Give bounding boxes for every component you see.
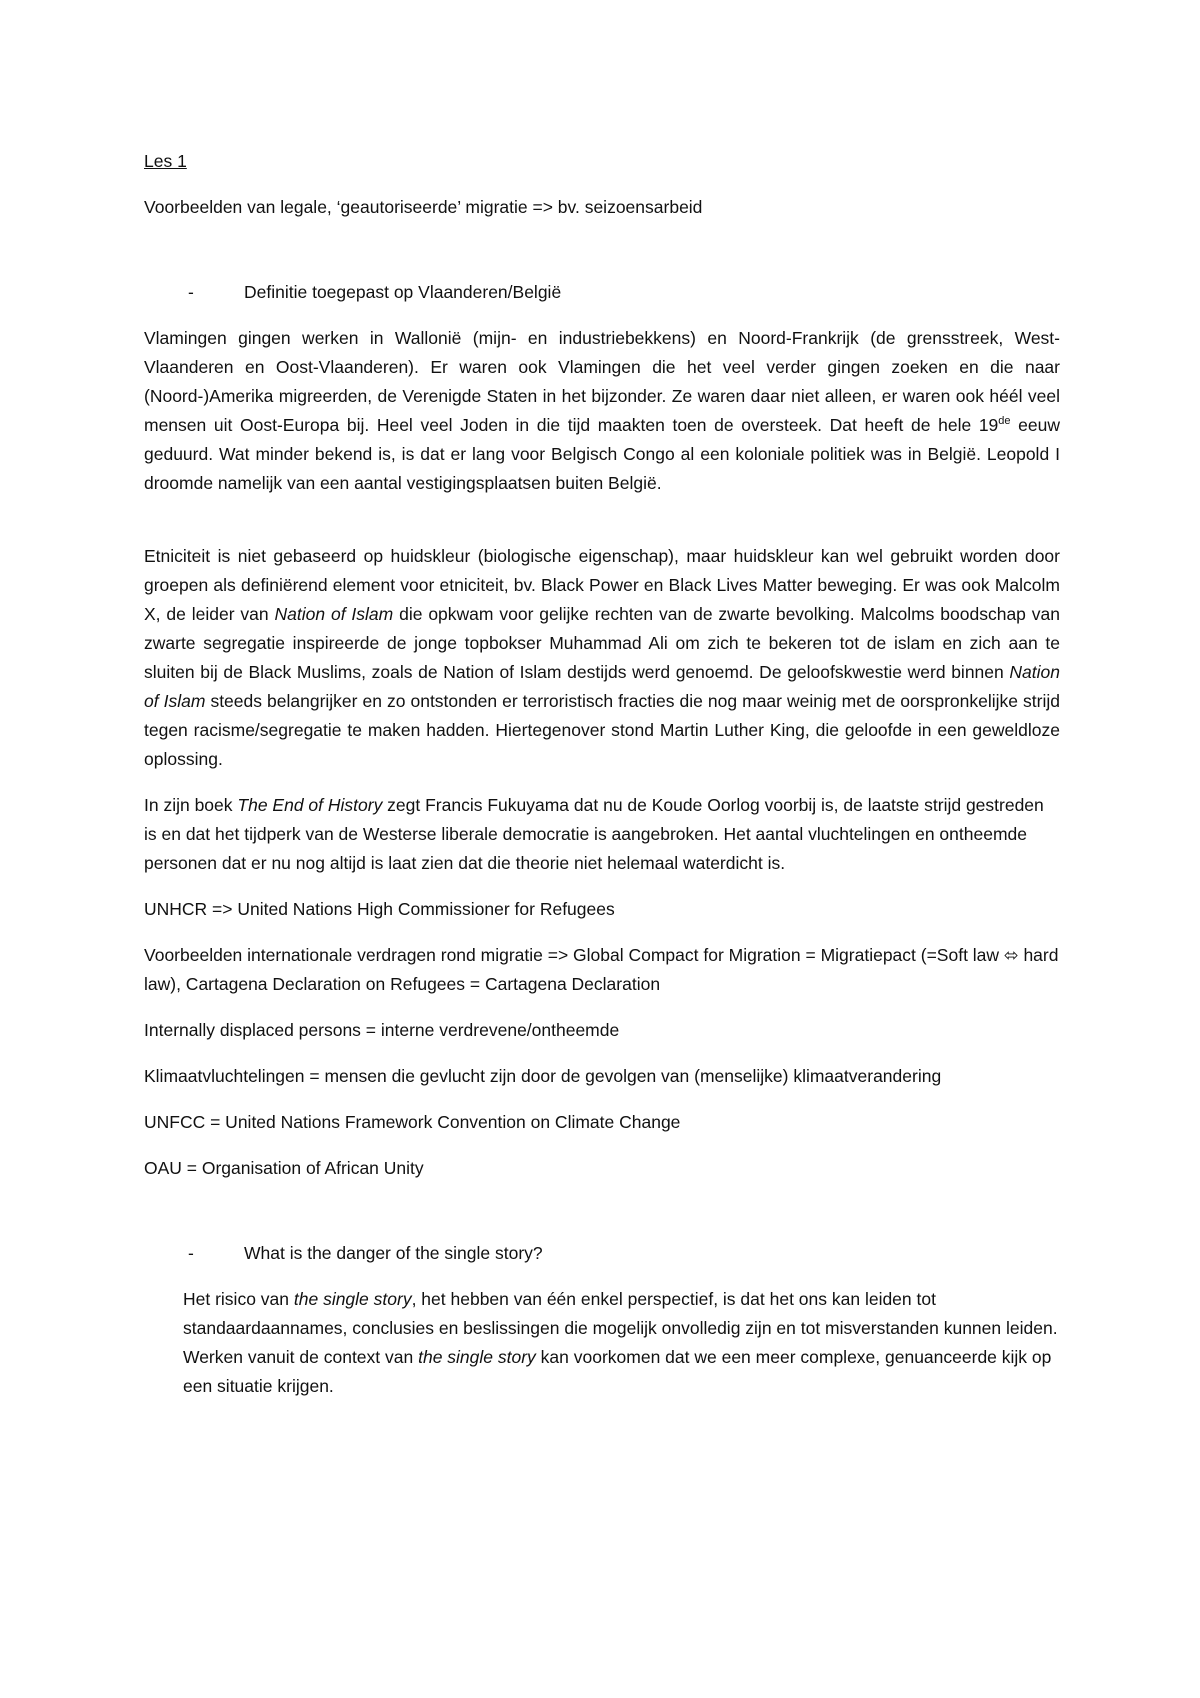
bullet-text: What is the danger of the single story?	[244, 1243, 543, 1263]
paragraph-text: zegt Francis Fukuyama dat nu de Koude Oorlog voorbij is, de laatste strijd gestreden is en dat het tijdperk van de Westerse liberale democratie is aangebroken. Het aantal vluchtelingen en ontheemde personen dat er nu nog altijd is laat zien dat die theorie niet helemaal waterdicht is.	[144, 795, 1044, 873]
intro-line: Voorbeelden van legale, ‘geautoriseerde’ migratie => bv. seizoensarbeid	[144, 197, 703, 217]
emphasis-text: the single story	[418, 1347, 536, 1367]
definition-verdragen: Voorbeelden internationale verdragen rond migratie => Global Compact for Migration = Migratiepact (=Soft law ⬄ hard law), Cartagena Declaration on Refugees = Cartagena Declaration	[144, 945, 1059, 994]
paragraph-text: kan voorkomen dat we een meer complexe, genuanceerde kijk op een situatie krijgen.	[183, 1347, 1052, 1396]
definition-idp: Internally displaced persons = interne verdrevene/ontheemde	[144, 1020, 620, 1040]
bullet-dash: -	[188, 282, 194, 302]
paragraph-text: , het hebben van één enkel perspectief, is dat het ons kan leiden tot standaardaannames, conclusies en beslissingen die mogelijk onvolledig zijn en tot misverstanden kunnen leiden. Werken vanuit de context van	[183, 1289, 1058, 1367]
paragraph-text: In zijn boek	[144, 795, 238, 815]
paragraph-text: Het risico van	[183, 1289, 294, 1309]
emphasis-text: Nation of Islam	[144, 662, 1060, 711]
definition-oau: OAU = Organisation of African Unity	[144, 1158, 424, 1178]
paragraph-vlamingen	[144, 324, 1060, 498]
definition-klimaat: Klimaatvluchtelingen = mensen die gevlucht zijn door de gevolgen van (menselijke) klimaatverandering	[144, 1066, 942, 1086]
paragraph-text: die opkwam voor gelijke rechten van de zwarte bevolking. Malcolms boodschap van zwarte segregatie inspireerde de jonge topbokser Muhammad Ali om zich te bekeren tot de islam en zich aan te sluiten bij de Black Muslims, zoals de Nation of Islam destijds werd genoemd. De geloofskwestie werd binnen	[144, 604, 1060, 682]
paragraph-single-story	[183, 1285, 1060, 1401]
paragraph-etniciteit	[144, 542, 1060, 774]
paragraph-text: steeds belangrijker en zo ontstonden er terroristisch fracties die nog maar weinig met de oorspronkelijke strijd tegen racisme/segregatie te maken hadden. Hiertegenover stond Martin Luther King, die geloofde in een geweldloze oplossing.	[144, 691, 1060, 769]
definition-unfcc: UNFCC = United Nations Framework Convention on Climate Change	[144, 1112, 681, 1132]
paragraph-text: Vlamingen gingen werken in Wallonië (mijn- en industriebekkens) en Noord-Frankrijk (de grensstreek, West-Vlaanderen en Oost-Vlaanderen). Er waren ook Vlamingen die het veel verder gingen zoeken en die naar (Noord-)Amerika migreerden, de Verenigde Staten in het bijzonder. Ze waren daar niet alleen, er waren ook héél veel mensen uit Oost-Europa bij. Heel veel Joden in die tijd maakten toen de oversteek. Dat heeft de hele 19	[144, 328, 1060, 435]
paragraph-fukuyama	[144, 791, 1060, 878]
bullet-dash: -	[188, 1243, 194, 1263]
superscript: de	[998, 415, 1011, 428]
emphasis-text: the single story	[293, 1289, 412, 1309]
paragraph-text: Etniciteit is niet gebaseerd op huidskleur (biologische eigenschap), maar huidskleur kan wel gebruikt worden door groepen als definiërend element voor etniciteit, bv. Black Power en Black Lives Matter beweging. Er was ook Malcolm X, de leider van	[144, 546, 1060, 624]
bullet-single-story	[144, 1239, 1060, 1268]
document-body	[144, 147, 1060, 1418]
emphasis-text: Nation of Islam	[274, 604, 394, 624]
paragraph-text: eeuw geduurd. Wat minder bekend is, is dat er lang voor Belgisch Congo al een koloniale politiek was in België. Leopold I droomde namelijk van een aantal vestigingsplaatsen buiten België.	[144, 415, 1060, 493]
emphasis-text: The End of History	[237, 795, 383, 815]
page-title: Les 1	[144, 151, 187, 171]
bullet-text: Definitie toegepast op Vlaanderen/België	[244, 282, 562, 302]
definition-unhcr: UNHCR => United Nations High Commissioner for Refugees	[144, 899, 615, 919]
bullet-definitie	[144, 278, 1060, 307]
